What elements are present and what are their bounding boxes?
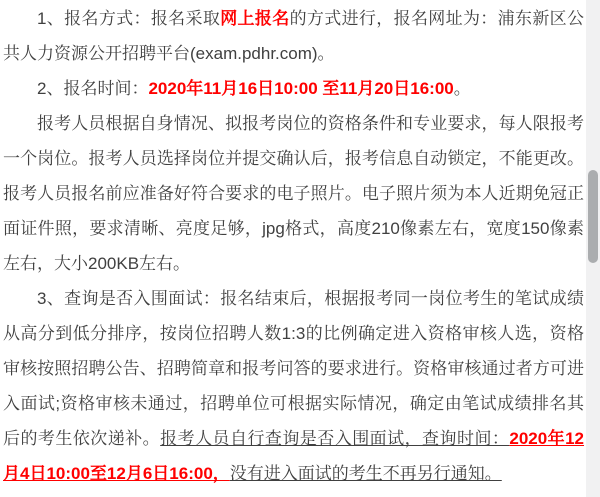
text-run: 1、报名方式：报名采取 [37,9,221,28]
para-registration-method [3,1,584,71]
text-run: 报考人员自行查询是否入围面试，查询时间： [160,429,510,448]
text-run: 的方式进行，报名网址为：浦东新区公共人力资源公开招聘平台(exam.pdhr.com)。 [3,9,584,63]
text-run: 3、查询是否入围面试：报名结束后，根据报考同一岗位考生的笔试成绩从高分到低分排序，按岗位招聘人数1:3的比例确定进入资格审核人选，资格审核按照招聘公告、招聘简章和报考问答的要求进行。资格审核通过者方可进入面试;资格审核未通过，招聘单位可根据实际情况，确定由笔试成绩排名其后的考生依次递补。 [3,289,584,448]
vertical-scrollbar-track[interactable] [586,0,600,497]
text-run: 2020年12月4日10:00至12月6日16:00， [3,429,585,483]
para-registration-time [3,71,584,106]
text-run: 。 [453,79,471,98]
vertical-scrollbar-thumb[interactable] [588,170,598,263]
text-run: 报考人员根据自身情况、拟报考岗位的资格条件和专业要求，每人限报考一个岗位。报考人员选择岗位并提交确认后，报考信息自动锁定，不能更改。报考人员报名前应准备好符合要求的电子照片。电子照片须为本人近期免冠正面证件照，要求清晰、亮度足够，jpg格式，高度210像素左右，宽度150像素左右，大小200KB左右。 [3,114,584,273]
para-application-rules-and-photo [3,106,584,281]
para-interview-shortlist-query [3,281,584,491]
text-run: 网上报名 [220,9,290,28]
text-run: 2、报名时间： [37,79,149,98]
text-run: 2020年11月16日10:00 至11月20日16:00 [148,79,454,98]
text-run: 没有进入面试的考生不再另行通知。 [229,464,502,483]
